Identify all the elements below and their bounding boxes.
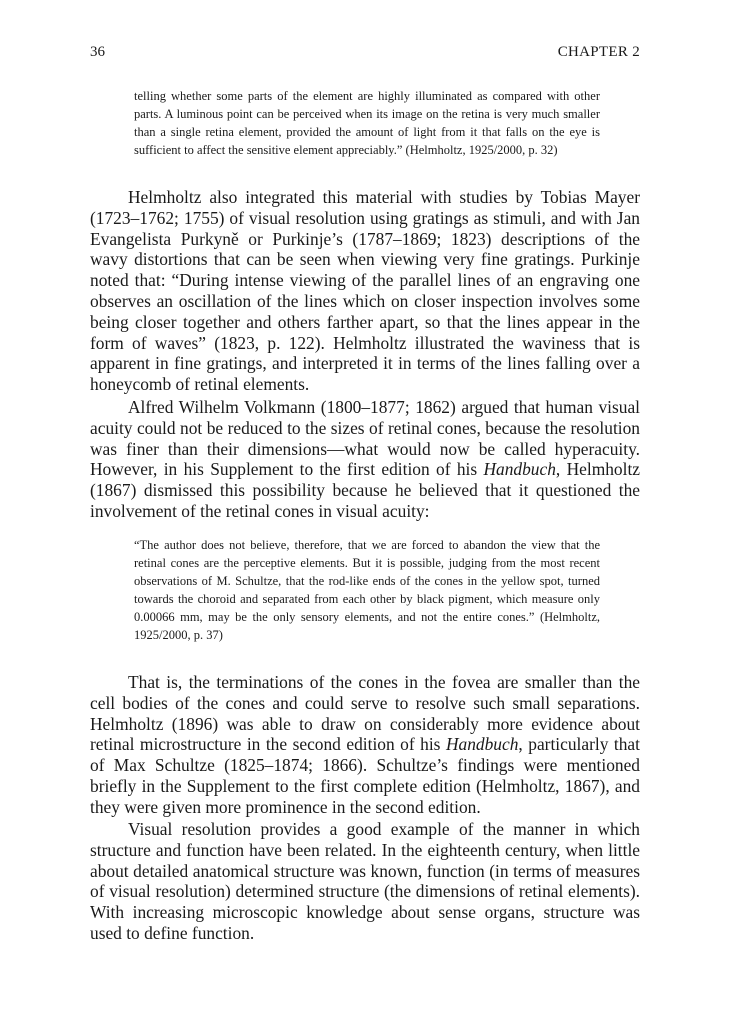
block-quote: telling whether some parts of the element are highly illuminated as compared with other parts. A luminous point can be perceived when its image on the retina is very much smaller than a single retina element, provided the amount of light from it that falls on the eye is sufficient to affect the sensitive element appreciably.” (Helmholtz, 1925/2000, p. 32) [134,89,600,158]
body-paragraph: Helmholtz also integrated this material with studies by Tobias Mayer (1723–1762; 1755) of visual resolution using gratings as stimuli, and with Jan Evangelista Purkyně or Purkinje’s (1787–1869; 1823) descriptions of the wavy distortions that can be seen when viewing very fine gratings. Purkinje noted that: “During intense viewing of the parallel lines of an engraving one observes an oscillation of the lines which on closer inspection involves some being closer together and others farther apart, so that the lines appear in the form of waves” (1823, p. 122). Helmholtz illustrated the waviness that is apparent in fine gratings, and interpreted it in terms of the lines falling over a honeycomb of retinal elements. [90,187,640,395]
paragraph-text: , particularly that of Max Schultze (1825–1874; 1866). Schultze’s findings were mentioned briefly in the Supplement to the first complete edition (Helmholtz, 1867), and they were given more prominence in the second edition. [90,734,640,817]
block-quote: “The author does not believe, therefore, that we are forced to abandon the view that the retinal cones are the perceptive elements. But it is possible, judging from the most recent observations of M. Schultze, that the rod-like ends of the cones in the yellow spot, turned towards the choroid and separated from each other by black pigment, which measure only 0.00066 mm, may be the only sensory elements, and not the entire cones.” (Helmholtz, 1925/2000, p. 37) [134,538,600,643]
book-title: Handbuch [483,459,556,480]
paragraph-text: Alfred Wilhelm Volkmann (1800–1877; 1862) argued that human visual acuity could not be reduced to the sizes of retinal cones, because the resolution was finer than their dimensions—what would now be called hyperacuity. However, in his Supplement to the first edition of his [90,397,640,480]
book-title: Handbuch [445,734,519,755]
page-header [90,44,640,68]
body-paragraph [90,397,640,522]
body-paragraph [90,672,640,818]
body-paragraph: Visual resolution provides a good example of the manner in which structure and function have been related. In the eighteenth century, when little about detailed anatomical structure was known, function (in terms of measures of visual resolution) determined structure (the dimensions of retinal elements). With increasing microscopic knowledge about sense organs, structure was used to define function. [90,819,640,943]
chapter-label: CHAPTER 2 [557,44,640,60]
page-number: 36 [90,44,105,60]
paragraph-text: , Helmholtz (1867) dismissed this possibility because he believed that it questioned the involvement of the retinal cones in visual acuity: [90,459,640,521]
paragraph-text: That is, the terminations of the cones in the fovea are smaller than the cell bodies of the cones and could serve to resolve such small separations. Helmholtz (1896) was able to draw on considerably more evidence about retinal microstructure in the second edition of his [90,672,640,755]
